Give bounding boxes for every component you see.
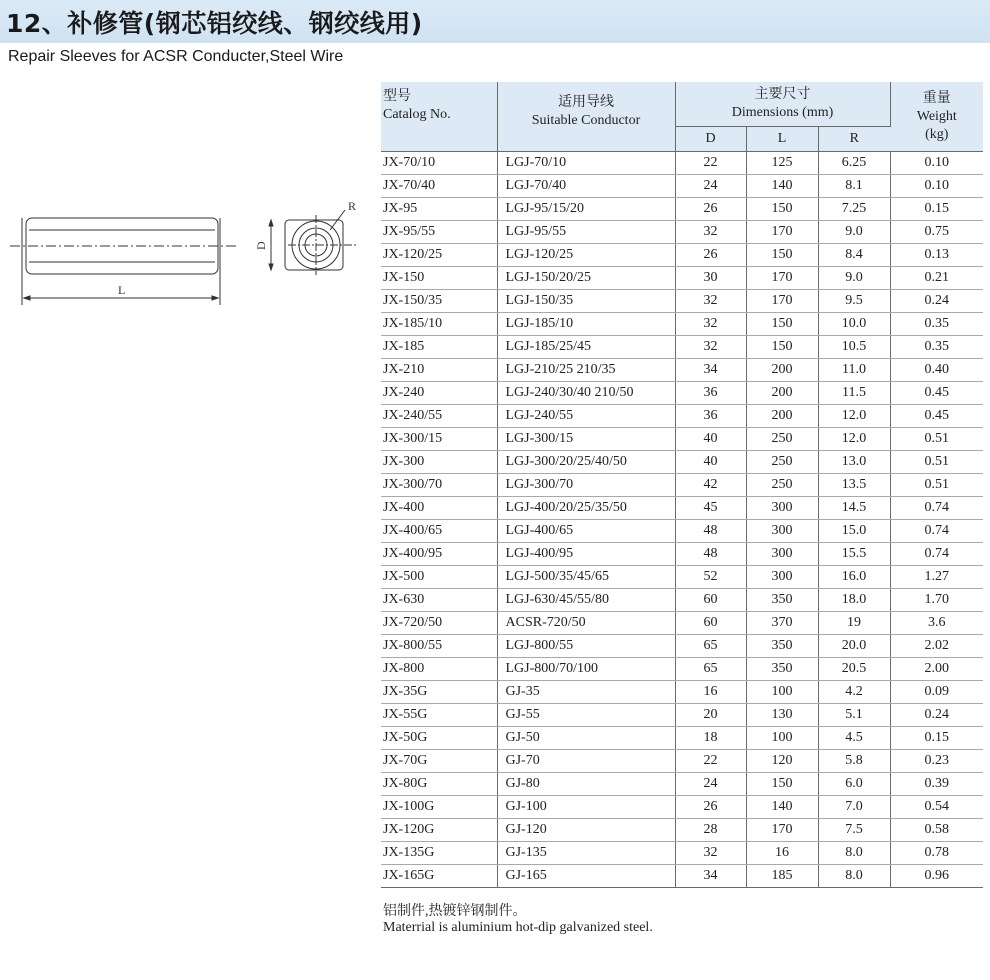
table-row [381,382,983,405]
cell-l: 150 [746,198,818,221]
cell-catalog: JX-240/55 [381,405,497,428]
table-row [381,221,983,244]
cell-weight: 0.23 [890,750,983,773]
cell-l: 140 [746,175,818,198]
cell-weight: 0.15 [890,198,983,221]
table-row [381,520,983,543]
table-row [381,267,983,290]
cell-weight: 0.78 [890,842,983,865]
table-row [381,796,983,819]
cell-r: 12.0 [818,405,890,428]
cell-weight: 3.6 [890,612,983,635]
cell-conductor: LGJ-150/20/25 [497,267,675,290]
label-d: D [254,241,268,250]
cell-conductor: GJ-55 [497,704,675,727]
cell-d: 65 [675,658,746,681]
header-weight-cn: 重量 [922,90,951,106]
page-subtitle: Repair Sleeves for ACSR Conducter,Steel Wire [8,48,344,65]
cell-l: 100 [746,681,818,704]
cell-d: 24 [675,773,746,796]
table-row [381,152,983,175]
cell-l: 120 [746,750,818,773]
cell-d: 60 [675,589,746,612]
cell-r: 11.0 [818,359,890,382]
cell-r: 14.5 [818,497,890,520]
cell-catalog: JX-400/95 [381,543,497,566]
cell-conductor: LGJ-400/65 [497,520,675,543]
cell-conductor: LGJ-800/70/100 [497,658,675,681]
cell-d: 26 [675,198,746,221]
cell-weight: 0.15 [890,727,983,750]
cell-l: 250 [746,474,818,497]
header-r: R [818,127,890,152]
cell-r: 8.0 [818,842,890,865]
cell-conductor: GJ-165 [497,865,675,888]
cell-conductor: LGJ-185/25/45 [497,336,675,359]
table-row [381,359,983,382]
cell-l: 170 [746,267,818,290]
cell-d: 28 [675,819,746,842]
cell-d: 52 [675,566,746,589]
cell-weight: 2.00 [890,658,983,681]
cell-r: 12.0 [818,428,890,451]
cell-conductor: GJ-80 [497,773,675,796]
cell-d: 65 [675,635,746,658]
cell-l: 140 [746,796,818,819]
cell-r: 20.5 [818,658,890,681]
cell-r: 8.0 [818,865,890,888]
label-l: L [118,283,126,297]
cell-conductor: LGJ-185/10 [497,313,675,336]
cell-weight: 0.51 [890,428,983,451]
cell-conductor: LGJ-300/70 [497,474,675,497]
cell-l: 150 [746,313,818,336]
cell-r: 18.0 [818,589,890,612]
spec-table [381,82,983,888]
header-conductor-cn: 适用导线 [558,95,614,110]
cell-catalog: JX-800 [381,658,497,681]
cell-d: 48 [675,520,746,543]
table-row [381,405,983,428]
table-row [381,474,983,497]
cell-catalog: JX-80G [381,773,497,796]
cell-catalog: JX-95/55 [381,221,497,244]
cell-r: 19 [818,612,890,635]
cell-catalog: JX-300/15 [381,428,497,451]
cell-l: 300 [746,520,818,543]
header-l: L [746,127,818,152]
cell-conductor: LGJ-240/55 [497,405,675,428]
cell-conductor: LGJ-630/45/55/80 [497,589,675,612]
cell-weight: 0.13 [890,244,983,267]
cell-weight: 0.09 [890,681,983,704]
cell-r: 7.0 [818,796,890,819]
cell-catalog: JX-800/55 [381,635,497,658]
cell-d: 42 [675,474,746,497]
cell-weight: 0.24 [890,704,983,727]
cell-weight: 0.39 [890,773,983,796]
cell-r: 4.5 [818,727,890,750]
cell-conductor: LGJ-95/55 [497,221,675,244]
cell-d: 32 [675,842,746,865]
table-row [381,865,983,888]
cell-l: 130 [746,704,818,727]
header-dimensions [675,82,890,127]
cell-l: 170 [746,819,818,842]
cell-l: 350 [746,635,818,658]
cell-r: 10.5 [818,336,890,359]
label-r: R [348,199,357,213]
cell-l: 200 [746,405,818,428]
cell-conductor: LGJ-95/15/20 [497,198,675,221]
cell-catalog: JX-120/25 [381,244,497,267]
cell-r: 6.25 [818,152,890,175]
note-cn: 铝制件,热镀锌钢制件。 [383,904,527,919]
table-row [381,497,983,520]
cell-r: 9.5 [818,290,890,313]
cell-catalog: JX-70/10 [381,152,497,175]
cell-weight: 0.58 [890,819,983,842]
cell-l: 350 [746,589,818,612]
table-row [381,244,983,267]
note-en: Materrial is aluminium hot-dip galvanized steel. [383,920,653,935]
header-catalog-en: Catalog No. [383,107,451,122]
cell-d: 26 [675,244,746,267]
cell-d: 16 [675,681,746,704]
cell-catalog: JX-95 [381,198,497,221]
cell-conductor: LGJ-300/15 [497,428,675,451]
cell-r: 5.8 [818,750,890,773]
cell-l: 300 [746,543,818,566]
cell-r: 9.0 [818,221,890,244]
cell-weight: 0.35 [890,313,983,336]
cell-catalog: JX-210 [381,359,497,382]
cell-r: 9.0 [818,267,890,290]
header-weight-en: Weight [916,108,957,124]
cell-conductor: LGJ-400/20/25/35/50 [497,497,675,520]
cell-l: 150 [746,336,818,359]
cell-weight: 0.35 [890,336,983,359]
cell-weight: 0.45 [890,405,983,428]
cell-d: 22 [675,750,746,773]
spec-table-body [381,152,983,888]
cell-conductor: GJ-120 [497,819,675,842]
cell-l: 170 [746,221,818,244]
table-row [381,704,983,727]
cell-r: 15.5 [818,543,890,566]
table-row [381,773,983,796]
table-row [381,842,983,865]
cell-d: 30 [675,267,746,290]
table-row [381,589,983,612]
header-conductor-en: Suitable Conductor [531,113,641,128]
header-dimensions-en: Dimensions (mm) [731,105,834,120]
cell-catalog: JX-185/10 [381,313,497,336]
cell-d: 32 [675,313,746,336]
cell-d: 32 [675,221,746,244]
cell-catalog: JX-185 [381,336,497,359]
cell-l: 100 [746,727,818,750]
cell-l: 150 [746,244,818,267]
title-bar [0,0,990,43]
cell-conductor: LGJ-150/35 [497,290,675,313]
cell-d: 45 [675,497,746,520]
table-row [381,290,983,313]
cell-weight: 2.02 [890,635,983,658]
cell-r: 8.4 [818,244,890,267]
cell-d: 20 [675,704,746,727]
cell-l: 125 [746,152,818,175]
cell-r: 7.25 [818,198,890,221]
cell-l: 150 [746,773,818,796]
cell-conductor: LGJ-240/30/40 210/50 [497,382,675,405]
cell-d: 36 [675,405,746,428]
cell-conductor: GJ-35 [497,681,675,704]
table-row [381,175,983,198]
cell-l: 16 [746,842,818,865]
cell-r: 13.0 [818,451,890,474]
cell-d: 22 [675,152,746,175]
cell-d: 34 [675,865,746,888]
header-catalog [381,82,497,152]
cell-catalog: JX-55G [381,704,497,727]
table-row [381,198,983,221]
cell-r: 16.0 [818,566,890,589]
table-row [381,819,983,842]
cell-conductor: LGJ-70/10 [497,152,675,175]
cell-d: 48 [675,543,746,566]
cell-catalog: JX-500 [381,566,497,589]
cell-weight: 0.24 [890,290,983,313]
header-catalog-cn: 型号 [383,89,411,104]
cell-weight: 0.74 [890,497,983,520]
cell-catalog: JX-150 [381,267,497,290]
cell-l: 250 [746,428,818,451]
cell-catalog: JX-240 [381,382,497,405]
cell-d: 24 [675,175,746,198]
sleeve-diagram [0,190,380,320]
cell-d: 32 [675,290,746,313]
cell-d: 32 [675,336,746,359]
cell-r: 15.0 [818,520,890,543]
cell-catalog: JX-70/40 [381,175,497,198]
table-row [381,727,983,750]
cell-d: 26 [675,796,746,819]
header-weight [890,82,983,152]
cell-r: 11.5 [818,382,890,405]
cell-catalog: JX-100G [381,796,497,819]
cell-catalog: JX-35G [381,681,497,704]
cell-d: 34 [675,359,746,382]
cell-weight: 0.10 [890,175,983,198]
cell-conductor: LGJ-70/40 [497,175,675,198]
cell-conductor: LGJ-120/25 [497,244,675,267]
cell-weight: 0.54 [890,796,983,819]
header-dimensions-cn: 主要尺寸 [754,87,811,102]
cell-l: 170 [746,290,818,313]
cell-d: 40 [675,428,746,451]
table-row [381,612,983,635]
cell-r: 7.5 [818,819,890,842]
cell-catalog: JX-135G [381,842,497,865]
sleeve-end-view [269,210,356,275]
table-row [381,658,983,681]
header-weight-unit: (kg) [925,126,949,142]
cell-conductor: ACSR-720/50 [497,612,675,635]
cell-l: 200 [746,359,818,382]
cell-weight: 1.70 [890,589,983,612]
cell-l: 185 [746,865,818,888]
cell-conductor: GJ-50 [497,727,675,750]
cell-weight: 0.74 [890,543,983,566]
cell-r: 20.0 [818,635,890,658]
table-row [381,635,983,658]
cell-catalog: JX-630 [381,589,497,612]
header-d: D [675,127,746,152]
page-title: 12、补修管(钢芯铝绞线、钢绞线用) [6,9,423,38]
cell-d: 60 [675,612,746,635]
cell-weight: 0.45 [890,382,983,405]
cell-catalog: JX-300 [381,451,497,474]
cell-catalog: JX-165G [381,865,497,888]
cell-r: 13.5 [818,474,890,497]
cell-r: 8.1 [818,175,890,198]
cell-catalog: JX-400/65 [381,520,497,543]
cell-catalog: JX-400 [381,497,497,520]
cell-weight: 0.75 [890,221,983,244]
cell-conductor: LGJ-400/95 [497,543,675,566]
cell-catalog: JX-150/35 [381,290,497,313]
cell-conductor: GJ-135 [497,842,675,865]
cell-weight: 1.27 [890,566,983,589]
cell-r: 10.0 [818,313,890,336]
cell-r: 6.0 [818,773,890,796]
cell-l: 200 [746,382,818,405]
cell-conductor: LGJ-500/35/45/65 [497,566,675,589]
table-row [381,750,983,773]
header-conductor [497,82,675,152]
cell-conductor: LGJ-300/20/25/40/50 [497,451,675,474]
cell-d: 40 [675,451,746,474]
table-row [381,313,983,336]
cell-weight: 0.74 [890,520,983,543]
cell-weight: 0.10 [890,152,983,175]
table-row [381,428,983,451]
table-row [381,681,983,704]
cell-d: 36 [675,382,746,405]
cell-weight: 0.21 [890,267,983,290]
cell-weight: 0.96 [890,865,983,888]
cell-l: 300 [746,497,818,520]
table-row [381,543,983,566]
cell-r: 4.2 [818,681,890,704]
cell-weight: 0.51 [890,451,983,474]
cell-weight: 0.40 [890,359,983,382]
table-row [381,566,983,589]
cell-l: 300 [746,566,818,589]
table-row [381,336,983,359]
cell-conductor: GJ-100 [497,796,675,819]
cell-l: 370 [746,612,818,635]
cell-catalog: JX-50G [381,727,497,750]
cell-catalog: JX-70G [381,750,497,773]
cell-weight: 0.51 [890,474,983,497]
cell-l: 250 [746,451,818,474]
cell-catalog: JX-720/50 [381,612,497,635]
cell-catalog: JX-120G [381,819,497,842]
cell-conductor: LGJ-210/25 210/35 [497,359,675,382]
cell-r: 5.1 [818,704,890,727]
table-row [381,451,983,474]
cell-catalog: JX-300/70 [381,474,497,497]
cell-conductor: LGJ-800/55 [497,635,675,658]
cell-l: 350 [746,658,818,681]
cell-d: 18 [675,727,746,750]
cell-conductor: GJ-70 [497,750,675,773]
